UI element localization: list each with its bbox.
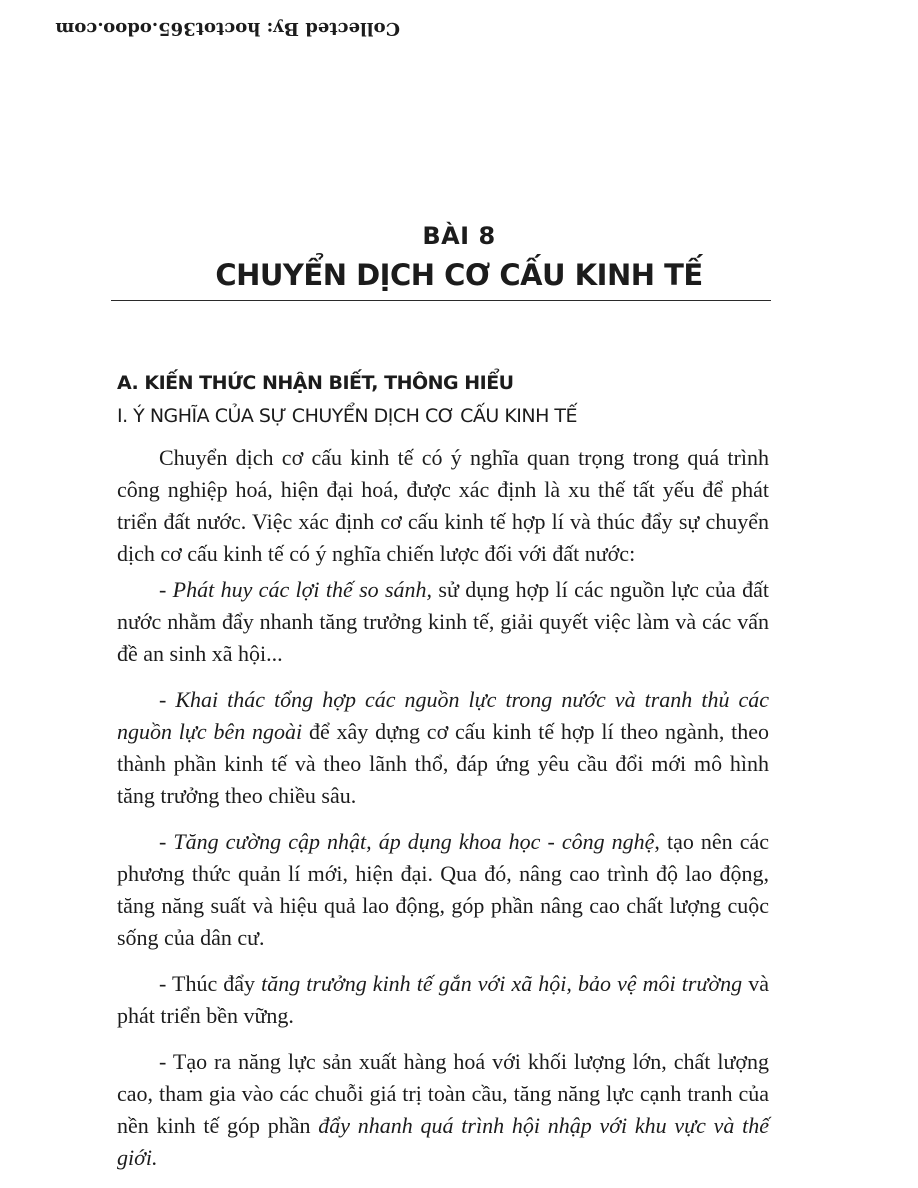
bullet-paragraph [117,1046,769,1174]
intro-text: Chuyển dịch cơ cấu kinh tế có ý nghĩa quan trọng trong quá trình công nghiệp hoá, hiện đại hoá, được xác định là xu thế tất yếu để phát triển đất nước. Việc xác định cơ cấu kinh tế hợp lí và thúc đẩy sự chuyển dịch cơ cấu kinh tế có ý nghĩa chiến lược đối với đất nước: [117,445,769,566]
title-divider [111,300,771,301]
bullet-text: và phát triển bền vững. [117,971,770,1028]
bullet-paragraph [117,684,769,812]
subsection-heading: I. Ý NGHĨA CỦA SỰ CHUYỂN DỊCH CƠ CẤU KINH TẾ [117,405,578,427]
chapter-title: CHUYỂN DỊCH CƠ CẤU KINH TẾ [215,258,703,292]
bullet-text: , tạo nên các phương thức quản lí mới, hiện đại. Qua đó, nâng cao trình độ lao động, tăng năng suất và hiệu quả lao động, góp phần nâng cao chất lượng cuộc sống của dân cư. [117,829,769,950]
bullet-emphasis: Tăng cường cập nhật, áp dụng khoa học - công nghệ [173,829,655,854]
watermark: Collected By: hoctot365.odoo.com [55,18,400,39]
bullet-emphasis: Phát huy các lợi thế so sánh, [172,577,433,602]
bullet-emphasis: đẩy nhanh quá trình hội nhập với khu vực và thế giới. [117,1113,769,1170]
bullet-text: để xây dựng cơ cấu kinh tế hợp lí theo ngành, theo thành phần kinh tế và theo lãnh thổ, đáp ứng yêu cầu đổi mới mô hình tăng trưởng theo chiều sâu. [117,719,769,808]
intro-paragraph [117,442,769,570]
bullet-prefix: - Tạo ra năng lực sản xuất hàng hoá với khối lượng lớn, chất lượng cao, tham gia vào các chuỗi giá trị toàn cầu, tăng năng lực cạnh tranh của nền kinh tế góp phần [117,1049,769,1138]
lesson-number: BÀI 8 [422,222,496,250]
bullet-paragraph [117,826,769,954]
bullet-paragraph [117,968,769,1032]
body-text [117,442,769,1174]
bullet-prefix: - [159,687,176,712]
bullet-emphasis: tăng trưởng kinh tế gắn với xã hội, bảo vệ môi trường [261,971,743,996]
bullet-prefix: - [159,829,174,854]
section-heading: A. KIẾN THỨC NHẬN BIẾT, THÔNG HIỂU [117,372,514,394]
bullet-prefix: - [159,577,173,602]
bullet-text: sử dụng hợp lí các nguồn lực của đất nước nhằm đẩy nhanh tăng trưởng kinh tế, giải quyết việc làm và các vấn đề an sinh xã hội... [117,577,769,666]
bullet-paragraph [117,574,769,670]
bullet-prefix: - Thúc đẩy [159,971,262,996]
bullet-emphasis: Khai thác tổng hợp các nguồn lực trong nước và tranh thủ các nguồn lực bên ngoài [117,687,769,744]
